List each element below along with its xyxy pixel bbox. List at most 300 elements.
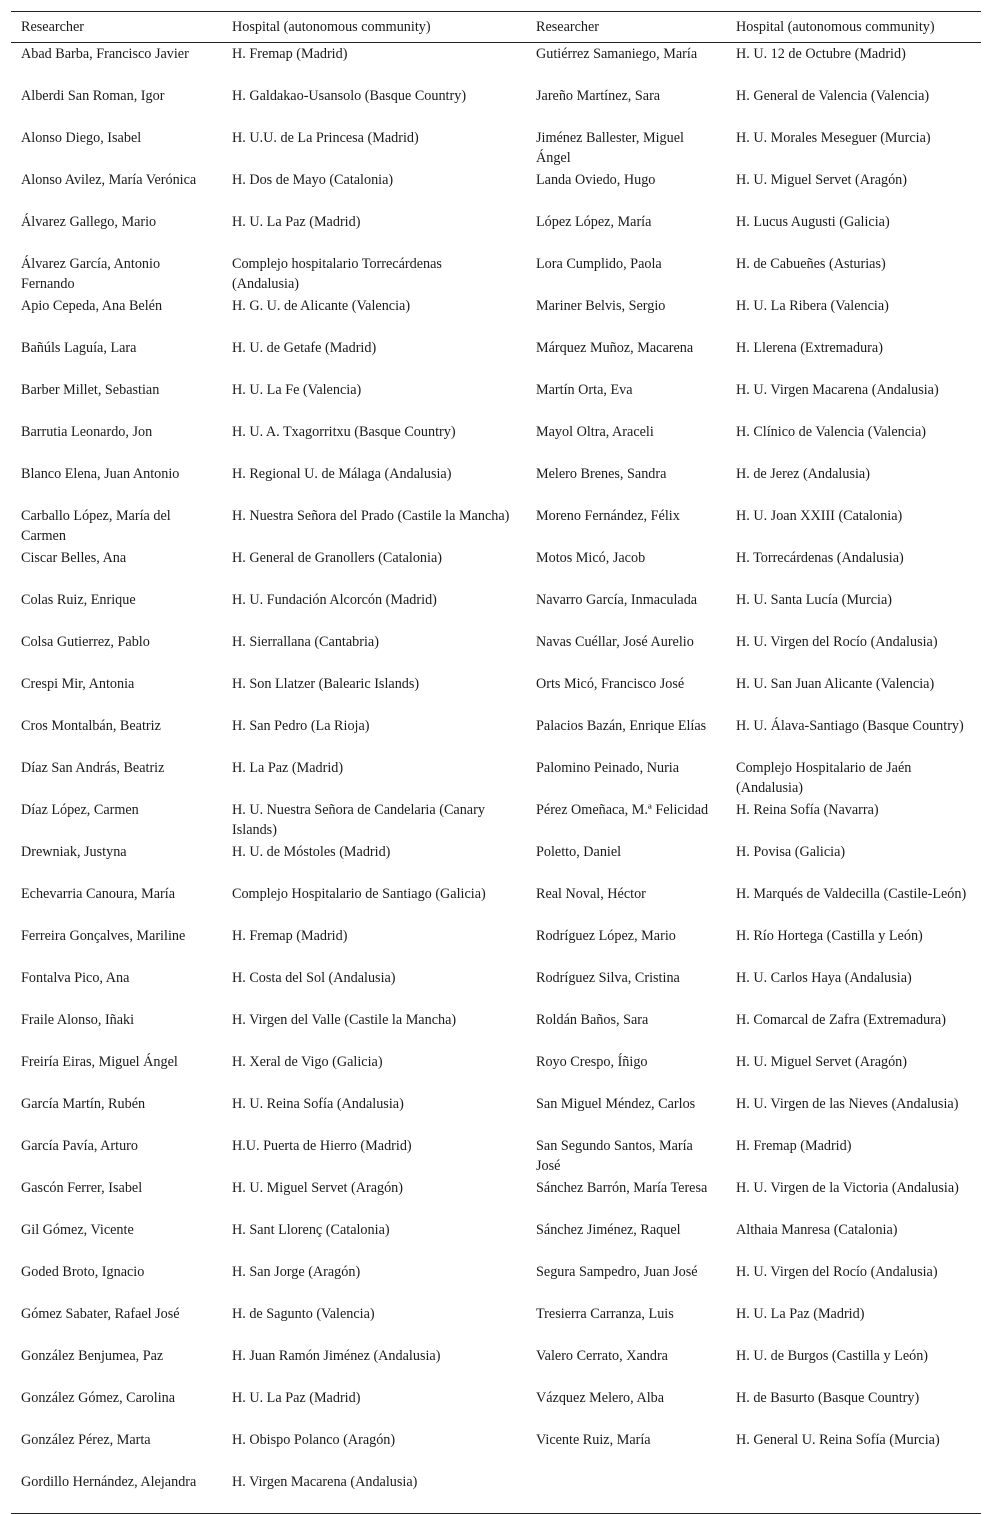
researcher-left: Bañúls Laguía, Lara <box>21 340 137 356</box>
hospital-left-cell <box>222 631 526 673</box>
hospital-left-cell <box>222 715 526 757</box>
hospital-left: H. Sierrallana (Cantabria) <box>232 634 379 650</box>
researcher-right-cell <box>526 631 726 673</box>
table-row <box>11 715 981 757</box>
hospital-left: H. Juan Ramón Jiménez (Andalusia) <box>232 1348 441 1364</box>
hospital-left-cell <box>222 1303 526 1345</box>
hospital-left: H. de Sagunto (Valencia) <box>232 1306 375 1322</box>
hospital-left-cell <box>222 883 526 925</box>
hospital-left-cell <box>222 169 526 211</box>
researcher-right-cell <box>526 421 726 463</box>
researcher-left-cell <box>11 547 222 589</box>
header-row <box>11 12 981 43</box>
researcher-right-cell <box>526 1051 726 1093</box>
researcher-right-cell <box>526 253 726 295</box>
table-row <box>11 505 981 547</box>
researcher-left: Drewniak, Justyna <box>21 844 127 860</box>
hospital-right: Althaia Manresa (Catalonia) <box>736 1222 898 1238</box>
hospital-left-cell <box>222 841 526 883</box>
researcher-left: Colsa Gutierrez, Pablo <box>21 634 150 650</box>
hospital-right: H. General U. Reina Sofía (Murcia) <box>736 1432 940 1448</box>
table-header <box>11 12 981 43</box>
researcher-left: Freiría Eiras, Miguel Ángel <box>21 1054 178 1070</box>
researcher-right: Navarro García, Inmaculada <box>536 592 698 608</box>
hospital-right-cell <box>726 925 981 967</box>
table-row <box>11 1303 981 1345</box>
table-row <box>11 253 981 295</box>
hospital-right-cell <box>726 1429 981 1471</box>
researcher-left: Álvarez Gallego, Mario <box>21 214 157 230</box>
researcher-right: Valero Cerrato, Xandra <box>536 1348 668 1364</box>
researcher-right-cell <box>526 1387 726 1429</box>
researcher-right: Lora Cumplido, Paola <box>536 256 662 272</box>
researcher-right-cell <box>526 337 726 379</box>
hospital-right: H. U. Virgen de las Nieves (Andalusia) <box>736 1096 959 1112</box>
researcher-left: González Pérez, Marta <box>21 1432 151 1448</box>
researcher-left-cell <box>11 421 222 463</box>
researcher-right: Márquez Muñoz, Macarena <box>536 340 694 356</box>
hospital-left-cell <box>222 1471 526 1514</box>
researcher-left: Barrutia Leonardo, Jon <box>21 424 153 440</box>
researcher-left: González Benjumea, Paz <box>21 1348 164 1364</box>
researcher-left-cell <box>11 967 222 1009</box>
hospital-right: H. Llerena (Extremadura) <box>736 340 883 356</box>
hospital-left-cell <box>222 967 526 1009</box>
hospital-right: H. U. La Ribera (Valencia) <box>736 298 889 314</box>
researcher-right: San Segundo Santos, María José <box>536 1138 693 1174</box>
hospital-right: H. U. Miguel Servet (Aragón) <box>736 172 907 188</box>
table-row <box>11 1051 981 1093</box>
table-row <box>11 379 981 421</box>
hospital-left: H. U. Reina Sofía (Andalusia) <box>232 1096 404 1112</box>
table-row <box>11 799 981 841</box>
hospital-left-cell <box>222 505 526 547</box>
researcher-left: Carballo López, María del Carmen <box>21 508 171 544</box>
researcher-left: Colas Ruiz, Enrique <box>21 592 136 608</box>
hospital-left: H. General de Granollers (Catalonia) <box>232 550 442 566</box>
table-row <box>11 1135 981 1177</box>
hospital-left-cell <box>222 1261 526 1303</box>
hospital-right-cell <box>726 505 981 547</box>
table-row <box>11 1093 981 1135</box>
hospital-left: H. Nuestra Señora del Prado (Castile la Mancha) <box>232 508 510 524</box>
researcher-left-cell <box>11 85 222 127</box>
hospital-right: H. de Basurto (Basque Country) <box>736 1390 920 1406</box>
header-researcher-2: Researcher <box>536 19 600 35</box>
researcher-left-cell <box>11 1345 222 1387</box>
hospital-right-cell <box>726 883 981 925</box>
researcher-left: Díaz López, Carmen <box>21 802 139 818</box>
researcher-right: Orts Micó, Francisco José <box>536 676 685 692</box>
researcher-right-cell <box>526 1303 726 1345</box>
researcher-left-cell <box>11 883 222 925</box>
researcher-right-cell <box>526 1135 726 1177</box>
researcher-right-cell <box>526 673 726 715</box>
hospital-left-cell <box>222 1429 526 1471</box>
table-row <box>11 1429 981 1471</box>
table-row <box>11 589 981 631</box>
researcher-left-cell <box>11 295 222 337</box>
hospital-right: H. Marqués de Valdecilla (Castile-León) <box>736 886 967 902</box>
researcher-right: Melero Brenes, Sandra <box>536 466 667 482</box>
table-row <box>11 925 981 967</box>
hospital-right: H. Comarcal de Zafra (Extremadura) <box>736 1012 946 1028</box>
hospital-left-cell <box>222 757 526 799</box>
hospital-left-cell <box>222 673 526 715</box>
hospital-left: H. Obispo Polanco (Aragón) <box>232 1432 396 1448</box>
hospital-right-cell <box>726 547 981 589</box>
hospital-left: H. Fremap (Madrid) <box>232 928 348 944</box>
researcher-left: Goded Broto, Ignacio <box>21 1264 145 1280</box>
hospital-right: H. de Jerez (Andalusia) <box>736 466 870 482</box>
researcher-left: Álvarez García, Antonio Fernando <box>21 256 161 292</box>
researcher-left: Blanco Elena, Juan Antonio <box>21 466 180 482</box>
hospital-right: H. U. 12 de Octubre (Madrid) <box>736 46 906 62</box>
researcher-right-cell <box>526 295 726 337</box>
researcher-left: Gómez Sabater, Rafael José <box>21 1306 180 1322</box>
researcher-right-cell <box>526 757 726 799</box>
hospital-left-cell <box>222 295 526 337</box>
hospital-left-cell <box>222 1009 526 1051</box>
table-row <box>11 1177 981 1219</box>
hospital-left: H. Regional U. de Málaga (Andalusia) <box>232 466 452 482</box>
researcher-right-cell <box>526 1345 726 1387</box>
researcher-left: González Gómez, Carolina <box>21 1390 176 1406</box>
hospital-right-cell <box>726 211 981 253</box>
hospital-right: H. Clínico de Valencia (Valencia) <box>736 424 927 440</box>
table-row <box>11 841 981 883</box>
researcher-left: Díaz San András, Beatriz <box>21 760 165 776</box>
researcher-right: Jareño Martínez, Sara <box>536 88 661 104</box>
researcher-right: Royo Crespo, Íñigo <box>536 1054 648 1070</box>
hospital-right: H. U. Miguel Servet (Aragón) <box>736 1054 907 1070</box>
researcher-left-cell <box>11 757 222 799</box>
researcher-left: Fraile Alonso, Iñaki <box>21 1012 135 1028</box>
table-row <box>11 1261 981 1303</box>
table-row <box>11 757 981 799</box>
hospital-right: H. Río Hortega (Castilla y León) <box>736 928 923 944</box>
hospital-right-cell <box>726 169 981 211</box>
researcher-right-cell <box>526 43 726 86</box>
researcher-right: Navas Cuéllar, José Aurelio <box>536 634 694 650</box>
researcher-left-cell <box>11 1261 222 1303</box>
researcher-left-cell <box>11 505 222 547</box>
researcher-left-cell <box>11 1051 222 1093</box>
researcher-right: Rodríguez Silva, Cristina <box>536 970 680 986</box>
hospital-left-cell <box>222 1093 526 1135</box>
researcher-right-cell <box>526 85 726 127</box>
hospital-right: Complejo Hospitalario de Jaén (Andalusia) <box>736 760 912 796</box>
hospital-right-cell <box>726 1135 981 1177</box>
researcher-right-cell <box>526 547 726 589</box>
researcher-left-cell <box>11 715 222 757</box>
hospital-left-cell <box>222 1345 526 1387</box>
researcher-left-cell <box>11 1219 222 1261</box>
hospital-right-cell <box>726 85 981 127</box>
hospital-right: H. U. Virgen Macarena (Andalusia) <box>736 382 939 398</box>
researcher-left-cell <box>11 1177 222 1219</box>
researcher-left-cell <box>11 631 222 673</box>
researcher-left-cell <box>11 1429 222 1471</box>
researcher-right-cell <box>526 925 726 967</box>
table-row <box>11 169 981 211</box>
hospital-right-cell <box>726 757 981 799</box>
researcher-left: Echevarria Canoura, María <box>21 886 176 902</box>
researcher-left: Ciscar Belles, Ana <box>21 550 127 566</box>
researcher-left: Barber Millet, Sebastian <box>21 382 160 398</box>
hospital-left-cell <box>222 1177 526 1219</box>
hospital-right-cell <box>726 631 981 673</box>
hospital-left: H. Son Llatzer (Balearic Islands) <box>232 676 420 692</box>
hospital-right: H. U. Santa Lucía (Murcia) <box>736 592 893 608</box>
researcher-left-cell <box>11 379 222 421</box>
table-row <box>11 967 981 1009</box>
hospital-left-cell <box>222 211 526 253</box>
researcher-right: Gutiérrez Samaniego, María <box>536 46 698 62</box>
researcher-right-cell <box>526 841 726 883</box>
hospital-right-cell <box>726 589 981 631</box>
researcher-right-cell <box>526 211 726 253</box>
hospital-right-cell <box>726 463 981 505</box>
hospital-right-cell <box>726 295 981 337</box>
hospital-left: H. San Pedro (La Rioja) <box>232 718 370 734</box>
table-row <box>11 1387 981 1429</box>
researcher-right-cell <box>526 169 726 211</box>
researcher-right-cell <box>526 715 726 757</box>
researcher-left-cell <box>11 43 222 86</box>
hospital-right-cell <box>726 421 981 463</box>
hospital-right-cell <box>726 337 981 379</box>
researcher-right-cell <box>526 967 726 1009</box>
researcher-left-cell <box>11 211 222 253</box>
researcher-right: Sánchez Barrón, María Teresa <box>536 1180 708 1196</box>
researcher-right: Jiménez Ballester, Miguel Ángel <box>536 130 684 166</box>
hospital-right-cell <box>726 253 981 295</box>
researcher-right: Martín Orta, Eva <box>536 382 633 398</box>
header-researcher-1: Researcher <box>21 19 85 35</box>
table-row <box>11 547 981 589</box>
researcher-right: Moreno Fernández, Félix <box>536 508 680 524</box>
table-row <box>11 1219 981 1261</box>
hospital-left-cell <box>222 421 526 463</box>
researcher-right: Palomino Peinado, Nuria <box>536 760 680 776</box>
hospital-right: H. U. Álava-Santiago (Basque Country) <box>736 718 964 734</box>
hospital-left-cell <box>222 1051 526 1093</box>
hospital-left: H. U. La Paz (Madrid) <box>232 214 361 230</box>
researcher-right-cell <box>526 883 726 925</box>
hospital-left: H.U. Puerta de Hierro (Madrid) <box>232 1138 412 1154</box>
researcher-right: Sánchez Jiménez, Raquel <box>536 1222 681 1238</box>
hospital-left: H. U. Miguel Servet (Aragón) <box>232 1180 403 1196</box>
hospital-left: H. La Paz (Madrid) <box>232 760 344 776</box>
table-row <box>11 1471 981 1514</box>
researcher-left-cell <box>11 127 222 169</box>
researcher-right-cell <box>526 379 726 421</box>
hospital-right: H. Fremap (Madrid) <box>736 1138 852 1154</box>
hospital-right-cell <box>726 967 981 1009</box>
researcher-right-cell <box>526 127 726 169</box>
researcher-left: Alonso Avilez, María Verónica <box>21 172 197 188</box>
table-row <box>11 211 981 253</box>
hospital-right-cell <box>726 1009 981 1051</box>
table-row <box>11 43 981 86</box>
hospital-right: H. Torrecárdenas (Andalusia) <box>736 550 904 566</box>
researcher-right: Rodríguez López, Mario <box>536 928 676 944</box>
header-hospital-2: Hospital (autonomous community) <box>736 19 935 35</box>
hospital-right: H. U. Virgen de la Victoria (Andalusia) <box>736 1180 959 1196</box>
researcher-right-cell <box>526 1219 726 1261</box>
hospital-left-cell <box>222 1135 526 1177</box>
hospital-left: H. U. de Móstoles (Madrid) <box>232 844 391 860</box>
researcher-right-cell <box>526 1009 726 1051</box>
hospital-right: H. U. Carlos Haya (Andalusia) <box>736 970 912 986</box>
hospital-left: H. Costa del Sol (Andalusia) <box>232 970 396 986</box>
researcher-left-cell <box>11 337 222 379</box>
hospital-right-cell <box>726 43 981 86</box>
researcher-left-cell <box>11 169 222 211</box>
hospital-left: H. Virgen Macarena (Andalusia) <box>232 1474 418 1490</box>
researcher-right-cell <box>526 1429 726 1471</box>
researcher-right-cell <box>526 463 726 505</box>
hospital-left-cell <box>222 85 526 127</box>
hospital-left-cell <box>222 799 526 841</box>
hospital-left: H. U. La Paz (Madrid) <box>232 1390 361 1406</box>
hospital-right: H. Povisa (Galicia) <box>736 844 846 860</box>
researcher-right: Mayol Oltra, Araceli <box>536 424 654 440</box>
hospital-right-cell <box>726 841 981 883</box>
hospital-left: H. U. Nuestra Señora de Candelaria (Canary Islands) <box>232 802 485 838</box>
table-row <box>11 673 981 715</box>
hospital-right-cell <box>726 379 981 421</box>
researcher-right: Poletto, Daniel <box>536 844 622 860</box>
hospital-left-cell <box>222 589 526 631</box>
researcher-left: Fontalva Pico, Ana <box>21 970 130 986</box>
hospital-right-cell <box>726 127 981 169</box>
hospital-right-cell <box>726 1345 981 1387</box>
researcher-right: Roldán Baños, Sara <box>536 1012 649 1028</box>
hospital-left: H. Sant Llorenç (Catalonia) <box>232 1222 390 1238</box>
researcher-left-cell <box>11 1387 222 1429</box>
hospital-left: H. Galdakao-Usansolo (Basque Country) <box>232 88 467 104</box>
hospital-right: H. U. Joan XXIII (Catalonia) <box>736 508 903 524</box>
researcher-right: Vicente Ruiz, María <box>536 1432 651 1448</box>
hospital-left-cell <box>222 1387 526 1429</box>
researcher-right: Tresierra Carranza, Luis <box>536 1306 674 1322</box>
hospital-left-cell <box>222 253 526 295</box>
researcher-left: Gil Gómez, Vicente <box>21 1222 134 1238</box>
researcher-left: García Martín, Rubén <box>21 1096 146 1112</box>
researcher-left: Cros Montalbán, Beatriz <box>21 718 161 734</box>
researcher-right: Mariner Belvis, Sergio <box>536 298 666 314</box>
researcher-left-cell <box>11 253 222 295</box>
hospital-left-cell <box>222 127 526 169</box>
table-body <box>11 43 981 1514</box>
hospital-left: H. U. de Getafe (Madrid) <box>232 340 377 356</box>
researcher-left: Crespi Mir, Antonia <box>21 676 135 692</box>
researcher-right: San Miguel Méndez, Carlos <box>536 1096 696 1112</box>
table-row <box>11 1345 981 1387</box>
hospital-right-cell <box>726 1051 981 1093</box>
hospital-right: H. de Cabueñes (Asturias) <box>736 256 886 272</box>
table-row <box>11 337 981 379</box>
researcher-right-cell <box>526 1177 726 1219</box>
researcher-left: Gordillo Hernández, Alejandra <box>21 1474 197 1490</box>
hospital-right-cell <box>726 799 981 841</box>
table-row <box>11 421 981 463</box>
hospital-right-cell <box>726 1387 981 1429</box>
hospital-right: H. Lucus Augusti (Galicia) <box>736 214 890 230</box>
researcher-right-cell <box>526 1261 726 1303</box>
table-row <box>11 463 981 505</box>
hospital-right: H. U. Morales Meseguer (Murcia) <box>736 130 931 146</box>
hospital-left: H. G. U. de Alicante (Valencia) <box>232 298 411 314</box>
hospital-right-cell <box>726 1219 981 1261</box>
hospital-right: H. U. Virgen del Rocío (Andalusia) <box>736 1264 938 1280</box>
researcher-right: Segura Sampedro, Juan José <box>536 1264 698 1280</box>
researcher-left-cell <box>11 1135 222 1177</box>
researcher-left: Abad Barba, Francisco Javier <box>21 46 189 62</box>
hospital-right-cell <box>726 1261 981 1303</box>
table-row <box>11 85 981 127</box>
researcher-hospital-table <box>11 11 981 1514</box>
researcher-left: Alberdi San Roman, Igor <box>21 88 165 104</box>
researcher-left-cell <box>11 589 222 631</box>
table-row <box>11 127 981 169</box>
researcher-left-cell <box>11 841 222 883</box>
hospital-left: H. Virgen del Valle (Castile la Mancha) <box>232 1012 457 1028</box>
hospital-left-cell <box>222 925 526 967</box>
researcher-left: García Pavía, Arturo <box>21 1138 139 1154</box>
researcher-left-cell <box>11 1471 222 1514</box>
hospital-left: H. U. La Fe (Valencia) <box>232 382 362 398</box>
hospital-left: H. U. A. Txagorritxu (Basque Country) <box>232 424 456 440</box>
researcher-right-cell <box>526 1093 726 1135</box>
researcher-left-cell <box>11 1303 222 1345</box>
hospital-right-cell <box>726 673 981 715</box>
hospital-right: H. U. San Juan Alicante (Valencia) <box>736 676 935 692</box>
table-row <box>11 883 981 925</box>
hospital-left: Complejo Hospitalario de Santiago (Galicia) <box>232 886 486 902</box>
researcher-left-cell <box>11 463 222 505</box>
hospital-left: H. Fremap (Madrid) <box>232 46 348 62</box>
hospital-left: H. Dos de Mayo (Catalonia) <box>232 172 394 188</box>
hospital-left-cell <box>222 463 526 505</box>
researcher-left-cell <box>11 925 222 967</box>
hospital-left-cell <box>222 43 526 86</box>
researcher-left: Alonso Diego, Isabel <box>21 130 142 146</box>
hospital-right-cell <box>726 1471 981 1514</box>
researcher-right-cell <box>526 799 726 841</box>
hospital-right: H. General de Valencia (Valencia) <box>736 88 930 104</box>
hospital-left: Complejo hospitalario Torrecárdenas (Andalusia) <box>232 256 442 292</box>
hospital-left-cell <box>222 379 526 421</box>
hospital-right-cell <box>726 1177 981 1219</box>
researcher-right: Pérez Omeñaca, M.ª Felicidad <box>536 802 709 818</box>
researcher-left-cell <box>11 1009 222 1051</box>
researcher-right-cell <box>526 1471 726 1514</box>
researcher-right: Landa Oviedo, Hugo <box>536 172 656 188</box>
hospital-right-cell <box>726 1093 981 1135</box>
researcher-left-cell <box>11 673 222 715</box>
hospital-left-cell <box>222 547 526 589</box>
hospital-left: H. U.U. de La Princesa (Madrid) <box>232 130 419 146</box>
table-row <box>11 295 981 337</box>
researcher-left: Gascón Ferrer, Isabel <box>21 1180 143 1196</box>
hospital-left-cell <box>222 1219 526 1261</box>
hospital-left-cell <box>222 337 526 379</box>
header-hospital-1: Hospital (autonomous community) <box>232 19 431 35</box>
researcher-right-cell <box>526 589 726 631</box>
